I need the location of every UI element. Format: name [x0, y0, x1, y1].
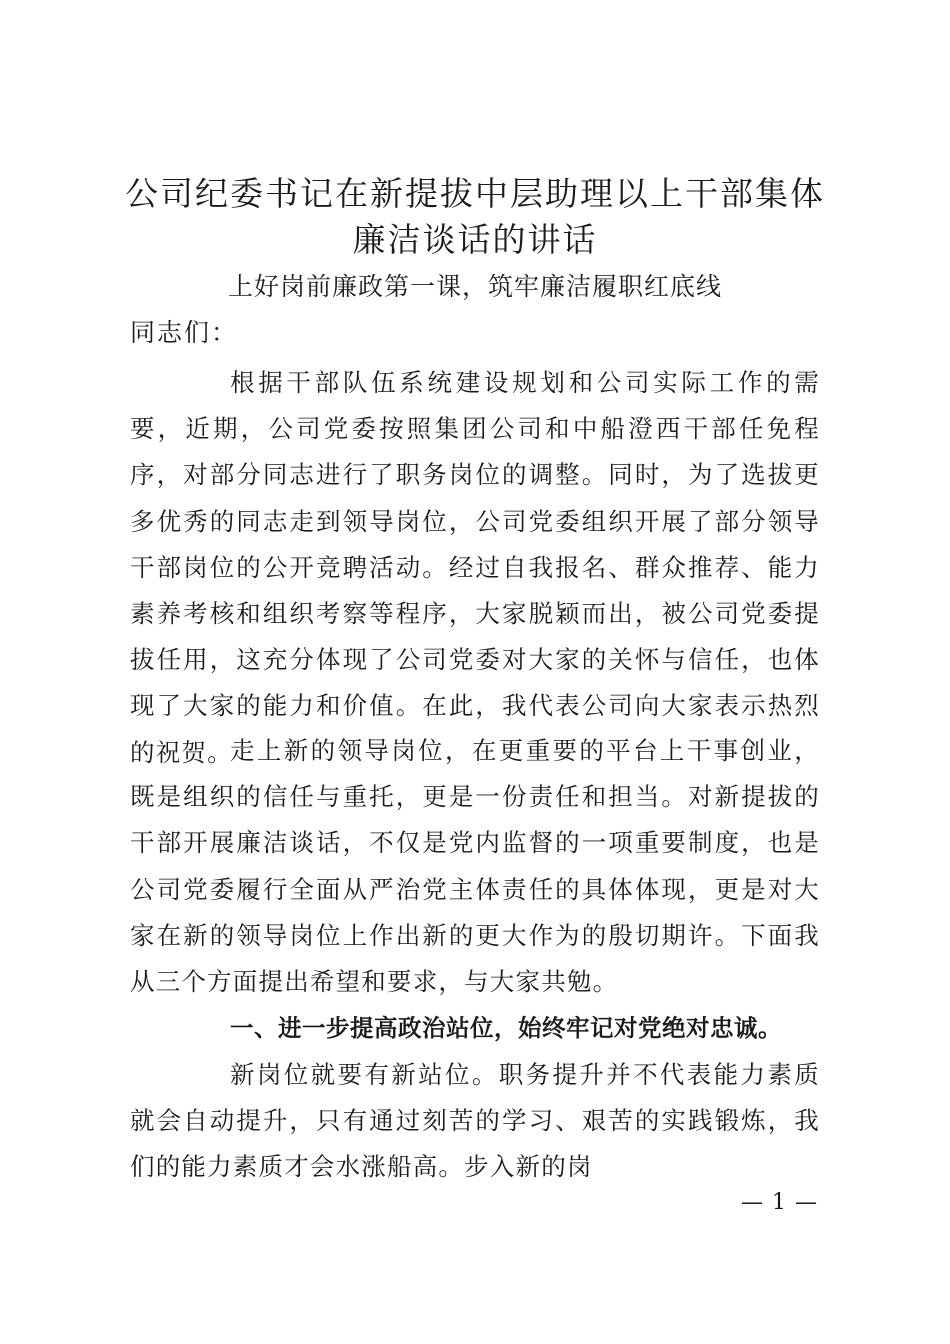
title-line-2: 廉洁谈话的讲话 — [352, 220, 598, 259]
paragraph-1: 根据干部队伍系统建设规划和公司实际工作的需要，近期，公司党委按照集团公司和中船澄西干部任免程序，对部分同志进行了职务岗位的调整。同时，为了选拔更多优秀的同志走到领导岗位，公司党委组织开展了部分领导干部岗位的公开竞聘活动。经过自我报名、群众推荐、能力素养考核和组织考察等程序，大家脱颖而出，被公司党委提拔任用，这充分体现了公司党委对大家的关怀与信任，也体现了大家的能力和价值。在此，我代表公司向大家表示热烈的祝贺。 — [130, 368, 820, 767]
paragraph-2: 走上新的领导岗位，在更重要的平台上干事创业，既是组织的信任与重托，更是一份责任和担当。对新提拔的干部开展廉洁谈话，不仅是党内监督的一项重要制度，也是公司党委履行全面从严治党主体责任的具体体现，更是对大家在新的领导岗位上作出新的更大作为的殷切期许。下面我从三个方面提出希望和要求，与大家共勉。 — [130, 736, 820, 997]
paragraph-3: 新岗位就要有新站位。职务提升并不代表能力素质就会自动提升，只有通过刻苦的学习、艰苦的实践锻炼，我们的能力素质才会水涨船高。步入新的岗 — [130, 1060, 820, 1182]
title-line-1: 公司纪委书记在新提拔中层助理以上干部集体 — [125, 174, 825, 213]
section-heading-1: 一、进一步提高政治站位，始终牢记对党绝对忠诚。 — [230, 1014, 782, 1042]
salutation: 同志们： — [130, 318, 239, 347]
subtitle: 上好岗前廉政第一课，筑牢廉洁履职红底线 — [227, 272, 722, 301]
page-number: — 1 — — [741, 1190, 818, 1215]
